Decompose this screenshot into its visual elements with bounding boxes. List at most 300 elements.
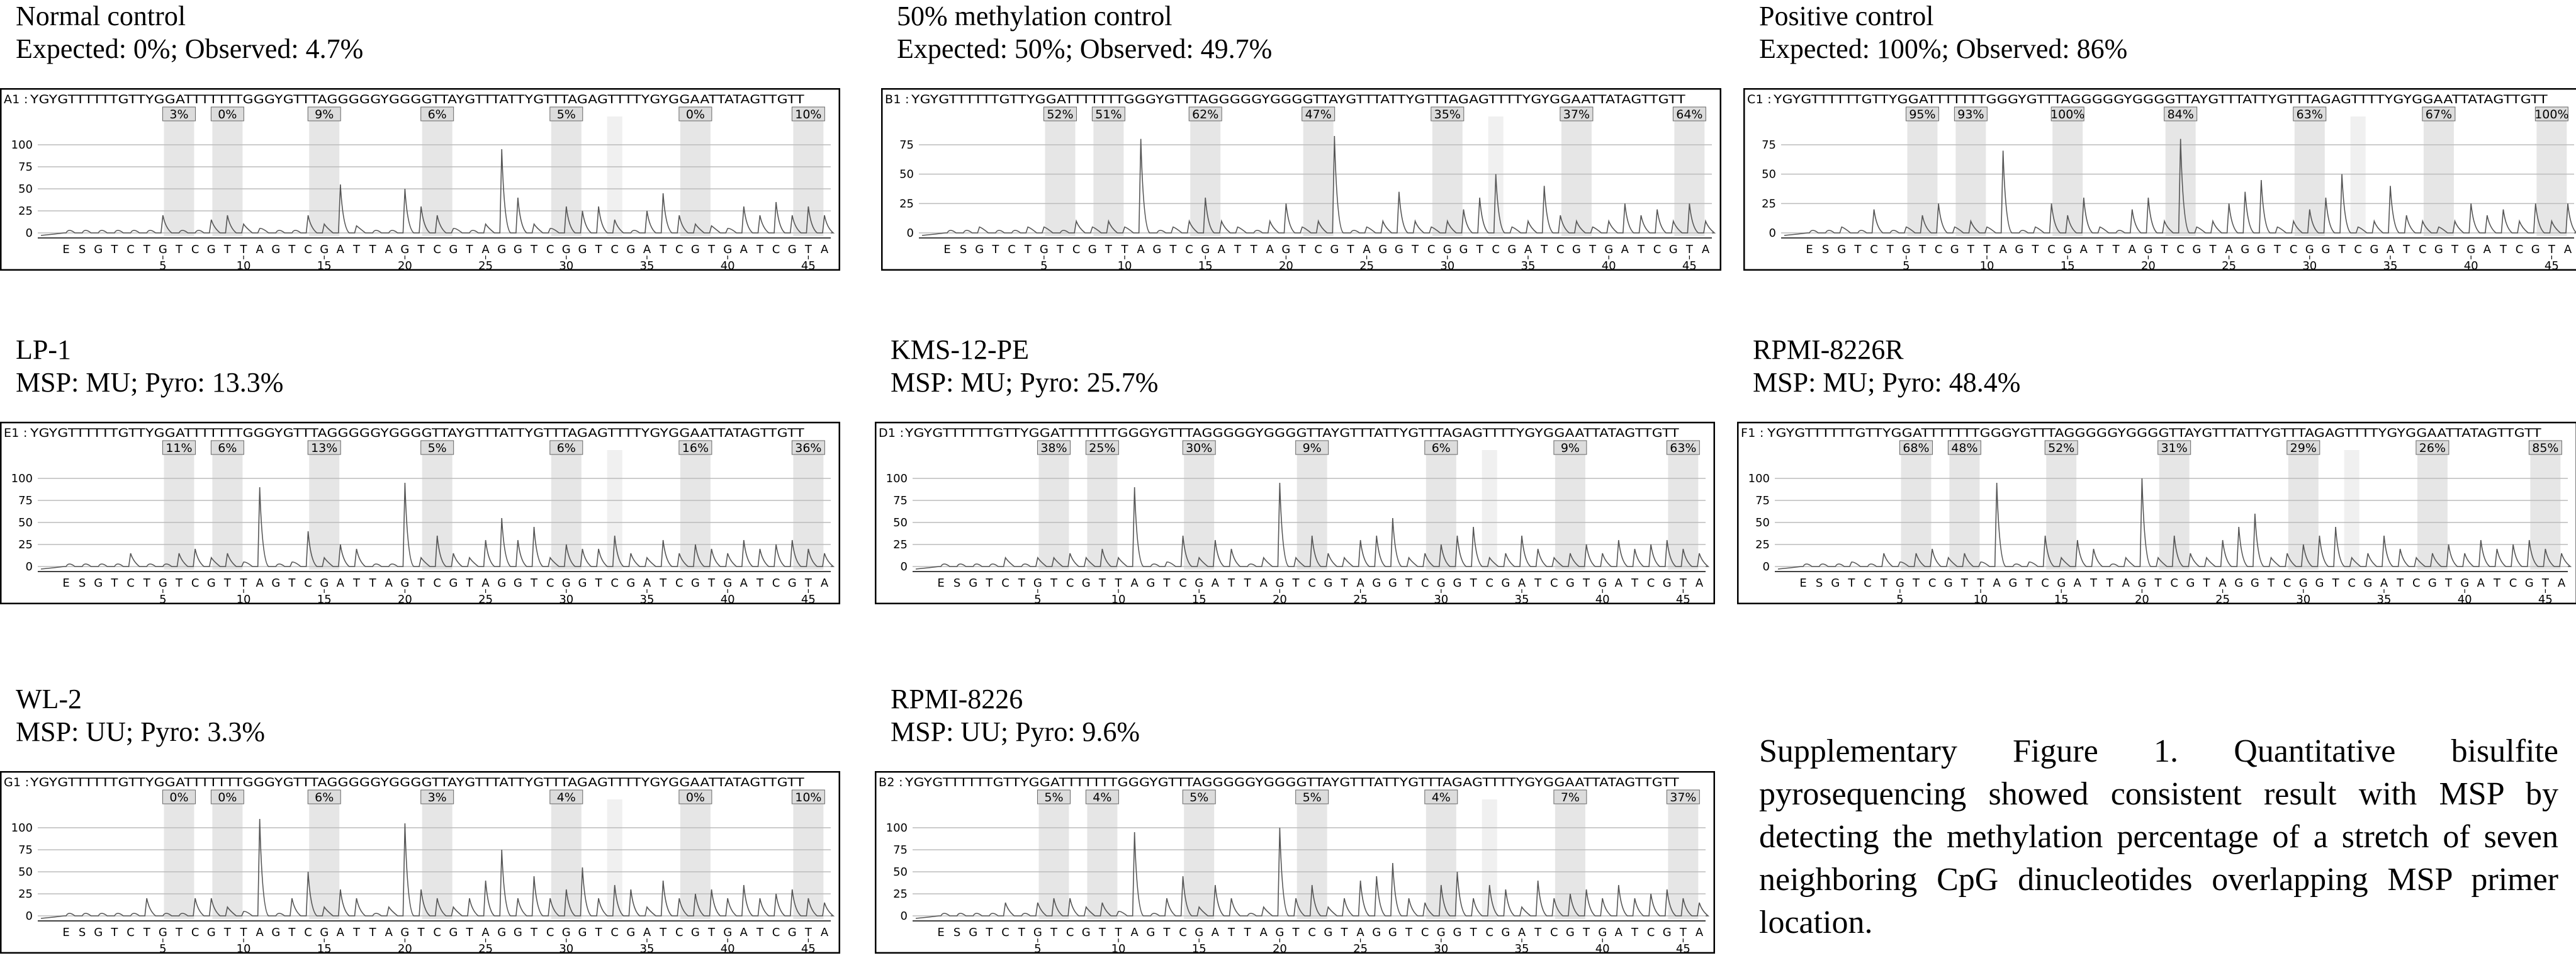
y-tick-label: 25	[899, 197, 914, 211]
dispensation-letter: T	[595, 577, 602, 590]
position-tick-label: 45	[801, 593, 816, 604]
dispensation-letter: G	[271, 577, 281, 590]
y-tick-label: 0	[906, 227, 914, 240]
cpg-highlight-band	[1482, 799, 1497, 919]
cpg-highlight-band	[1426, 799, 1456, 919]
dispensation-letter: T	[986, 926, 993, 939]
position-tick-label: 45	[2544, 259, 2559, 271]
sequence-label: YGYGTTTTTTGTTYGGATTTTTTTGGGYGTTTAGGGGGYGGGGTTAYGTTTATTYGTTTAGAGTTTTYGYGGAATTATAGTTGTT	[29, 775, 805, 789]
cpg-highlight-band	[551, 799, 582, 919]
cpg-percent-label: 4%	[1431, 791, 1451, 804]
dispensation-letter: G	[578, 243, 587, 256]
dispensation-letter: A	[1524, 243, 1533, 256]
pyrogram-panel	[875, 334, 1718, 611]
dispensation-letter: G	[626, 577, 636, 590]
dispensation-letter: T	[708, 926, 716, 939]
dispensation-letter: C	[2354, 243, 2362, 256]
cpg-highlight-band	[1482, 450, 1497, 570]
dispensation-letter: T	[143, 577, 150, 590]
dispensation-letter: G	[578, 577, 587, 590]
dispensation-letter: E	[937, 926, 945, 939]
cpg-percent-label: 9%	[1560, 441, 1580, 455]
dispensation-letter: T	[660, 577, 667, 590]
dispensation-letter: T	[466, 577, 473, 590]
dispensation-letter: T	[2338, 243, 2346, 256]
dispensation-letter: T	[804, 243, 812, 256]
cpg-percent-label: 3%	[169, 108, 189, 121]
dispensation-letter: G	[2370, 243, 2379, 256]
dispensation-letter: T	[1534, 926, 1542, 939]
y-tick-label: 100	[11, 821, 33, 835]
dispensation-letter: A	[643, 243, 651, 256]
dispensation-letter: T	[417, 243, 425, 256]
cpg-percent-label: 6%	[315, 791, 334, 804]
dispensation-letter: G	[2186, 577, 2195, 590]
position-tick-label: 25	[478, 593, 493, 604]
cpg-highlight-band	[1038, 450, 1069, 570]
dispensation-letter: T	[1854, 243, 1862, 256]
cpg-percent-label: 30%	[1186, 441, 1213, 455]
dispensation-letter: G	[158, 926, 167, 939]
position-tick-label: 10	[1973, 593, 1988, 604]
cpg-highlight-band	[1087, 799, 1117, 919]
cpg-percent-label: 25%	[1089, 441, 1116, 455]
y-tick-label: 75	[893, 843, 908, 857]
cpg-percent-label: 29%	[2290, 441, 2317, 455]
position-tick-label: 30	[1440, 259, 1455, 271]
position-tick-label: 20	[397, 942, 412, 954]
cpg-percent-label: 0%	[218, 791, 237, 804]
cpg-percent-label: 63%	[1670, 441, 1697, 455]
dispensation-letter: T	[2403, 243, 2410, 256]
pyrogram-panel	[0, 334, 843, 611]
dispensation-letter: T	[1244, 577, 1251, 590]
y-tick-label: 100	[11, 138, 33, 152]
dispensation-letter: G	[1453, 926, 1462, 939]
well-label: E1 :	[4, 426, 28, 440]
dispensation-letter: A	[2219, 577, 2227, 590]
dispensation-letter: C	[2283, 577, 2292, 590]
position-tick-label: 10	[1111, 593, 1126, 604]
dispensation-letter: G	[1152, 243, 1162, 256]
dispensation-letter: A	[1701, 243, 1710, 256]
dispensation-letter: A	[1130, 577, 1139, 590]
dispensation-letter: T	[1918, 243, 1926, 256]
cpg-percent-label: 5%	[1190, 791, 1209, 804]
cpg-highlight-band	[1184, 799, 1214, 919]
dispensation-letter: T	[352, 243, 360, 256]
dispensation-letter: C	[1420, 926, 1429, 939]
dispensation-letter: G	[2321, 243, 2331, 256]
cpg-highlight-band	[309, 450, 339, 570]
dispensation-letter: T	[1541, 243, 1548, 256]
dispensation-letter: T	[466, 243, 473, 256]
dispensation-letter: T	[1115, 577, 1122, 590]
dispensation-letter: T	[223, 577, 231, 590]
dispensation-letter: A	[256, 243, 264, 256]
dispensation-letter: G	[1372, 926, 1381, 939]
dispensation-letter: S	[959, 243, 967, 256]
dispensation-letter: T	[1476, 243, 1483, 256]
cpg-highlight-band	[309, 799, 339, 919]
position-tick-label: 5	[159, 942, 167, 954]
cpg-percent-label: 4%	[1093, 791, 1112, 804]
dispensation-letter: T	[1679, 926, 1687, 939]
dispensation-letter: G	[1436, 577, 1446, 590]
cpg-highlight-band	[2417, 450, 2448, 570]
dispensation-letter: T	[2025, 577, 2033, 590]
cpg-percent-label: 6%	[1431, 441, 1451, 455]
cpg-highlight-band	[1045, 116, 1075, 236]
dispensation-letter: E	[62, 926, 70, 939]
dispensation-letter: T	[2089, 577, 2097, 590]
dispensation-letter: E	[943, 243, 951, 256]
dispensation-letter: T	[1886, 243, 1894, 256]
dispensation-letter: C	[610, 926, 619, 939]
cpg-highlight-band	[1949, 450, 1979, 570]
dispensation-letter: G	[1895, 577, 1904, 590]
dispensation-letter: T	[1960, 577, 1968, 590]
cpg-percent-label: 37%	[1670, 791, 1697, 804]
dispensation-letter: T	[1163, 926, 1171, 939]
y-tick-label: 75	[893, 494, 908, 507]
dispensation-letter: G	[1943, 577, 1953, 590]
dispensation-letter: G	[1565, 926, 1575, 939]
dispensation-letter: A	[1695, 577, 1704, 590]
panel-subtitle: MSP: MU; Pyro: 25.7%	[891, 367, 1159, 398]
dispensation-letter: T	[986, 577, 993, 590]
dispensation-letter: T	[2209, 243, 2217, 256]
dispensation-letter: G	[1837, 243, 1847, 256]
dispensation-letter: T	[352, 577, 360, 590]
position-tick-label: 15	[317, 593, 332, 604]
cpg-highlight-band	[551, 116, 582, 236]
dispensation-letter: G	[1831, 577, 1840, 590]
dispensation-letter: G	[1081, 926, 1091, 939]
dispensation-letter: T	[708, 243, 716, 256]
y-tick-label: 100	[11, 472, 33, 485]
sequence-label: YGYGTTTTTTGTTYGGATTTTTTTGGGYGTTTAGGGGGYGGGGTTAYGTTTATTYGTTTAGAGTTTTYGYGGAATTATAGTTGTT	[1772, 93, 2548, 106]
dispensation-letter: T	[2032, 243, 2039, 256]
y-tick-label: 50	[18, 866, 33, 879]
dispensation-letter: A	[2477, 577, 2485, 590]
dispensation-letter: G	[320, 926, 329, 939]
dispensation-letter: G	[513, 243, 522, 256]
dispensation-letter: C	[1653, 243, 1662, 256]
y-tick-label: 0	[900, 910, 908, 923]
dispensation-letter: G	[206, 926, 216, 939]
cpg-highlight-band	[164, 116, 194, 236]
cpg-highlight-band	[2166, 116, 2196, 236]
dispensation-letter: C	[191, 243, 200, 256]
dispensation-letter: T	[1292, 926, 1300, 939]
cpg-percent-label: 10%	[795, 791, 822, 804]
dispensation-letter: T	[352, 926, 360, 939]
cpg-percent-label: 7%	[1560, 791, 1580, 804]
position-tick-label: 40	[1595, 942, 1610, 954]
dispensation-letter: C	[1485, 926, 1493, 939]
dispensation-letter: G	[1388, 926, 1397, 939]
dispensation-letter: G	[400, 243, 410, 256]
dispensation-letter: G	[2298, 577, 2308, 590]
dispensation-letter: C	[1928, 577, 1937, 590]
dispensation-letter: A	[1993, 577, 2001, 590]
dispensation-letter: A	[1211, 577, 1220, 590]
dispensation-letter: C	[1492, 243, 1500, 256]
dispensation-letter: G	[449, 243, 458, 256]
dispensation-letter: E	[62, 243, 70, 256]
cpg-percent-label: 51%	[1095, 108, 1122, 121]
cpg-percent-label: 13%	[311, 441, 338, 455]
cpg-highlight-band	[1093, 116, 1123, 236]
position-tick-label: 40	[720, 593, 735, 604]
dispensation-letter: A	[2483, 243, 2491, 256]
pyrogram-chart	[1743, 88, 2576, 271]
well-label: F1 :	[1741, 426, 1764, 440]
dispensation-letter: C	[772, 926, 780, 939]
dispensation-letter: T	[240, 243, 247, 256]
dispensation-letter: T	[1292, 577, 1300, 590]
position-tick-label: 20	[397, 259, 412, 271]
cpg-highlight-band	[1432, 116, 1463, 236]
dispensation-letter: T	[1977, 577, 1984, 590]
dispensation-letter: T	[2397, 577, 2404, 590]
dispensation-letter: G	[206, 243, 216, 256]
cpg-highlight-band	[1297, 799, 1327, 919]
dispensation-letter: T	[804, 926, 812, 939]
dispensation-letter: G	[271, 243, 281, 256]
dispensation-letter: C	[1427, 243, 1436, 256]
cpg-highlight-band	[164, 799, 194, 919]
dispensation-letter: G	[1033, 577, 1042, 590]
dispensation-letter: T	[1637, 243, 1645, 256]
position-tick-label: 40	[1595, 593, 1610, 604]
dispensation-letter: T	[175, 577, 183, 590]
dispensation-letter: G	[2015, 243, 2024, 256]
panel-subtitle: MSP: MU; Pyro: 13.3%	[16, 367, 284, 398]
dispensation-letter: A	[1363, 243, 1371, 256]
dispensation-letter: C	[1179, 577, 1187, 590]
position-tick-label: 25	[2215, 593, 2230, 604]
dispensation-letter: G	[1662, 926, 1672, 939]
dispensation-letter: S	[953, 926, 961, 939]
dispensation-letter: G	[2427, 577, 2437, 590]
dispensation-letter: C	[1420, 577, 1429, 590]
dispensation-letter: T	[756, 577, 763, 590]
dispensation-letter: C	[675, 577, 683, 590]
cpg-percent-label: 36%	[795, 441, 822, 455]
position-tick-label: 40	[1601, 259, 1616, 271]
dispensation-letter: A	[2122, 577, 2130, 590]
dispensation-letter: G	[497, 926, 507, 939]
dispensation-letter: T	[111, 577, 118, 590]
dispensation-letter: G	[158, 243, 167, 256]
cpg-percent-label: 37%	[1563, 108, 1590, 121]
position-tick-label: 20	[2134, 593, 2149, 604]
pyrogram-panel	[1743, 0, 2576, 277]
position-tick-label: 10	[236, 259, 251, 271]
dispensation-letter: T	[1098, 926, 1106, 939]
dispensation-letter: T	[2332, 577, 2339, 590]
position-tick-label: 30	[1434, 593, 1449, 604]
y-tick-label: 50	[893, 866, 908, 879]
dispensation-letter: A	[336, 577, 345, 590]
dispensation-letter: G	[1604, 243, 1614, 256]
dispensation-letter: G	[2250, 577, 2259, 590]
dispensation-letter: G	[449, 577, 458, 590]
dispensation-letter: G	[1281, 243, 1291, 256]
cpg-percent-label: 16%	[682, 441, 709, 455]
cpg-percent-label: 52%	[2048, 441, 2075, 455]
y-tick-label: 25	[893, 538, 908, 551]
cpg-highlight-band	[607, 116, 622, 236]
position-tick-label: 40	[720, 259, 735, 271]
cpg-percent-label: 0%	[218, 108, 237, 121]
sequence-label: YGYGTTTTTTGTTYGGATTTTTTTGGGYGTTTAGGGGGYGGGGTTAYGTTTATTYGTTTAGAGTTTTYGYGGAATTATAGTTGTT	[1766, 426, 2542, 440]
dispensation-letter: G	[969, 926, 978, 939]
y-tick-label: 50	[1755, 516, 1770, 529]
position-tick-label: 40	[720, 942, 735, 954]
dispensation-letter: T	[1115, 926, 1122, 939]
dispensation-letter: T	[1631, 577, 1638, 590]
cpg-percent-label: 9%	[1302, 441, 1322, 455]
y-tick-label: 50	[893, 516, 908, 529]
dispensation-letter: G	[723, 577, 733, 590]
cpg-percent-label: 64%	[1676, 108, 1703, 121]
panel-subtitle: Expected: 0%; Observed: 4.7%	[16, 33, 364, 64]
dispensation-letter: G	[2144, 243, 2153, 256]
dispensation-letter: G	[1324, 926, 1333, 939]
dispensation-letter: C	[675, 926, 683, 939]
well-label: D1 :	[879, 426, 904, 440]
dispensation-letter: E	[937, 577, 945, 590]
dispensation-letter: G	[1275, 926, 1285, 939]
cpg-percent-label: 84%	[2167, 108, 2194, 121]
cpg-percent-label: 35%	[1434, 108, 1461, 121]
y-tick-label: 0	[1769, 227, 1776, 240]
dispensation-letter: G	[2524, 577, 2534, 590]
cpg-highlight-band	[1561, 116, 1592, 236]
sequence-label: YGYGTTTTTTGTTYGGATTTTTTTGGGYGTTTAGGGGGYGGGGTTAYGTTTATTYGTTTAGAGTTTTYGYGGAATTATAGTTGTT	[904, 426, 1680, 440]
dispensation-letter: T	[708, 577, 716, 590]
position-tick-label: 35	[639, 593, 655, 604]
dispensation-letter: G	[2241, 243, 2250, 256]
cpg-highlight-band	[607, 799, 622, 919]
dispensation-letter: G	[969, 577, 978, 590]
dispensation-letter: C	[1185, 243, 1193, 256]
dispensation-letter: G	[1146, 926, 1156, 939]
dispensation-letter: G	[94, 577, 103, 590]
dispensation-letter: G	[271, 926, 281, 939]
dispensation-letter: E	[1806, 243, 1813, 256]
dispensation-letter: A	[1217, 243, 1226, 256]
dispensation-letter: C	[546, 926, 554, 939]
y-tick-label: 50	[18, 183, 33, 196]
dispensation-letter: T	[1227, 926, 1235, 939]
dispensation-letter: G	[561, 926, 571, 939]
dispensation-letter: G	[1459, 243, 1468, 256]
position-tick-label: 45	[1675, 593, 1690, 604]
dispensation-letter: T	[1583, 926, 1590, 939]
cpg-highlight-band	[309, 116, 339, 236]
cpg-percent-label: 11%	[166, 441, 193, 455]
position-tick-label: 25	[2222, 259, 2237, 271]
dispensation-letter: G	[1039, 243, 1049, 256]
dispensation-letter: G	[1275, 577, 1285, 590]
dispensation-letter: C	[433, 577, 441, 590]
dispensation-letter: C	[304, 243, 312, 256]
dispensation-letter: T	[1534, 577, 1542, 590]
dispensation-letter: G	[2234, 577, 2244, 590]
dispensation-letter: C	[546, 577, 554, 590]
dispensation-letter: C	[433, 243, 441, 256]
dispensation-letter: A	[2386, 243, 2395, 256]
dispensation-letter: T	[2451, 243, 2459, 256]
sequence-label: YGYGTTTTTTGTTYGGATTTTTTTGGGYGTTTAGGGGGYGGGGTTAYGTTTATTYGTTTAGAGTTTTYGYGGAATTATAGTTGTT	[910, 93, 1686, 106]
dispensation-letter: T	[2445, 577, 2453, 590]
dispensation-letter: T	[595, 926, 602, 939]
cpg-highlight-band	[422, 450, 453, 570]
dispensation-letter: A	[2563, 243, 2572, 256]
position-tick-label: 45	[801, 259, 816, 271]
dispensation-letter: G	[1436, 926, 1446, 939]
cpg-percent-label: 6%	[218, 441, 237, 455]
pyrogram-panel	[0, 683, 843, 960]
well-label: A1 :	[4, 93, 28, 106]
dispensation-letter: C	[304, 926, 312, 939]
y-tick-label: 0	[25, 910, 33, 923]
position-tick-label: 10	[1111, 942, 1126, 954]
dispensation-letter: T	[175, 926, 183, 939]
position-tick-label: 10	[236, 593, 251, 604]
dispensation-letter: G	[2008, 577, 2018, 590]
dispensation-letter: T	[1967, 243, 1974, 256]
cpg-percent-label: 6%	[556, 441, 576, 455]
dispensation-letter: T	[2274, 243, 2281, 256]
dispensation-letter: G	[578, 926, 587, 939]
dispensation-letter: C	[1308, 577, 1316, 590]
dispensation-letter: G	[2466, 243, 2476, 256]
dispensation-letter: T	[1234, 243, 1241, 256]
dispensation-letter: T	[1631, 926, 1638, 939]
cpg-percent-label: 52%	[1047, 108, 1074, 121]
dispensation-letter: T	[369, 577, 376, 590]
dispensation-letter: C	[1934, 243, 1943, 256]
dispensation-letter: A	[820, 243, 829, 256]
dispensation-letter: C	[1556, 243, 1565, 256]
cpg-highlight-band	[680, 116, 711, 236]
dispensation-letter: T	[369, 926, 376, 939]
cpg-percent-label: 85%	[2532, 441, 2559, 455]
dispensation-letter: G	[1378, 243, 1388, 256]
cpg-percent-label: 4%	[556, 791, 576, 804]
position-tick-label: 5	[1034, 942, 1042, 954]
dispensation-letter: A	[2073, 577, 2082, 590]
dispensation-letter: T	[2268, 577, 2275, 590]
panel-title: RPMI-8226	[891, 684, 1023, 714]
position-tick-label: 35	[1514, 593, 1529, 604]
dispensation-letter: T	[1341, 577, 1348, 590]
position-tick-label: 30	[559, 593, 574, 604]
cpg-highlight-band	[2536, 116, 2567, 236]
position-tick-label: 20	[1278, 259, 1293, 271]
dispensation-letter: S	[78, 577, 86, 590]
dispensation-letter: T	[240, 577, 247, 590]
y-tick-label: 0	[25, 227, 33, 240]
dispensation-letter: G	[1324, 577, 1333, 590]
dispensation-letter: T	[143, 243, 150, 256]
dispensation-letter: C	[1870, 243, 1878, 256]
